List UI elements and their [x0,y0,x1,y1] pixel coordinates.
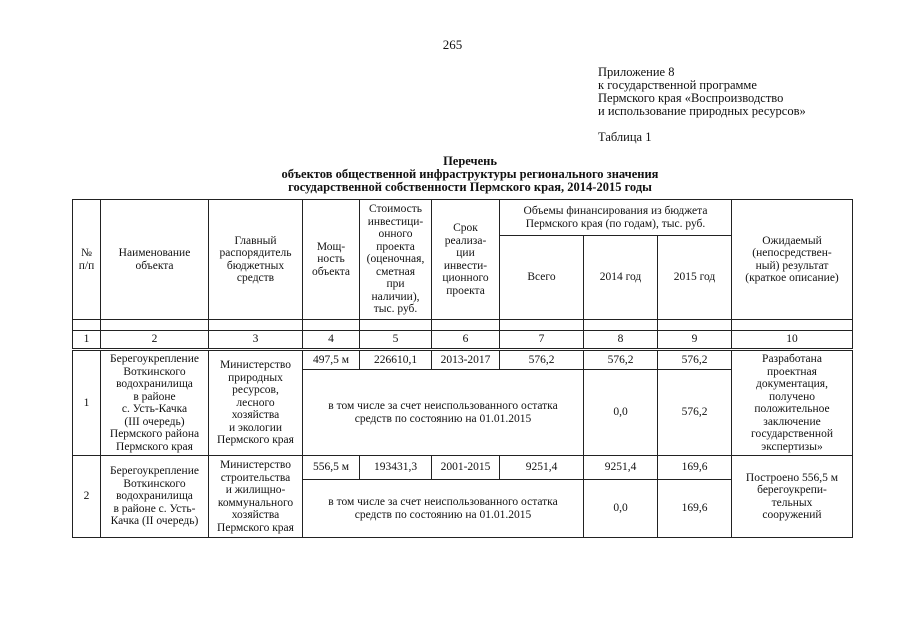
column-number: 3 [209,331,303,350]
table-row [73,350,853,370]
column-number: 1 [73,331,101,350]
column-number: 4 [303,331,360,350]
page-number: 265 [442,37,463,52]
appendix-line: Пермского края «Воспроизводство [598,91,784,105]
column-number: 8 [584,331,658,350]
object-name: Берегоукрепление Воткинского водохранилища в районе с. Усть-Качка (III очередь) Пермского района Пермского края [101,350,209,456]
amount-2014: 9251,4 [584,456,658,480]
objects-table [72,199,853,538]
appendix-heading [598,66,806,118]
title-line: Перечень [443,154,497,168]
capacity: 497,5 м [303,350,360,370]
appendix-line: Приложение 8 [598,65,675,79]
header-manager: Главный распорядитель бюджетных средств [209,200,303,320]
header-2014: 2014 год [584,236,658,320]
period: 2001-2015 [432,456,500,480]
note-2014: 0,0 [584,370,658,456]
table-row [73,456,853,480]
manager: Министерство строительства и жилищно- коммунального хозяйства Пермского края [209,456,303,538]
amount-2014: 576,2 [584,350,658,370]
header-total: Всего [500,236,584,320]
column-number: 7 [500,331,584,350]
capacity: 556,5 м [303,456,360,480]
header-cost: Стоимость инвестици- онного проекта (оценочная, сметная при наличии), тыс. руб. [360,200,432,320]
header-result: Ожидаемый (непосредствен- ный) результат (краткое описание) [732,200,853,320]
amount-2015: 576,2 [658,350,732,370]
title-line: государственной собственности Пермского края, 2014-2015 годы [288,180,652,194]
object-name: Берегоукрепление Воткинского водохранилища в районе с. Усть- Качка (II очередь) [101,456,209,538]
period: 2013-2017 [432,350,500,370]
table-label: Таблица 1 [598,130,652,144]
column-number: 2 [101,331,209,350]
note-2015: 169,6 [658,480,732,538]
column-numbers-row [73,331,853,350]
manager: Министерство природных ресурсов, лесного хозяйства и экологии Пермского края [209,350,303,456]
cost: 193431,3 [360,456,432,480]
header-capacity: Мощ- ность объекта [303,200,360,320]
header-num: № п/п [73,200,101,320]
header-2015: 2015 год [658,236,732,320]
appendix-line: и использование природных ресурсов» [598,104,806,118]
header-funding-group: Объемы финансирования из бюджета Пермского края (по годам), тыс. руб. [500,200,732,236]
title-line: объектов общественной инфраструктуры регионального значения [281,167,659,181]
cost: 226610,1 [360,350,432,370]
note-text: в том числе за счет неиспользованного остатка средств по состоянию на 01.01.2015 [303,370,584,456]
row-num: 2 [73,456,101,538]
column-number: 10 [732,331,853,350]
total: 9251,4 [500,456,584,480]
note-text: в том числе за счет неиспользованного остатка средств по состоянию на 01.01.2015 [303,480,584,538]
appendix-line: к государственной программе [598,78,757,92]
expected-result: Разработана проектная документация, получено положительное заключение государственной экспертизы» [732,350,853,456]
header-period: Срок реализа- ции инвести- ционного проекта [432,200,500,320]
note-2015: 576,2 [658,370,732,456]
note-2014: 0,0 [584,480,658,538]
amount-2015: 169,6 [658,456,732,480]
column-number: 6 [432,331,500,350]
document-title [200,155,740,194]
row-num: 1 [73,350,101,456]
column-number: 9 [658,331,732,350]
header-name: Наименование объекта [101,200,209,320]
expected-result: Построено 556,5 м берегоукрепи- тельных сооружений [732,456,853,538]
column-number: 5 [360,331,432,350]
total: 576,2 [500,350,584,370]
